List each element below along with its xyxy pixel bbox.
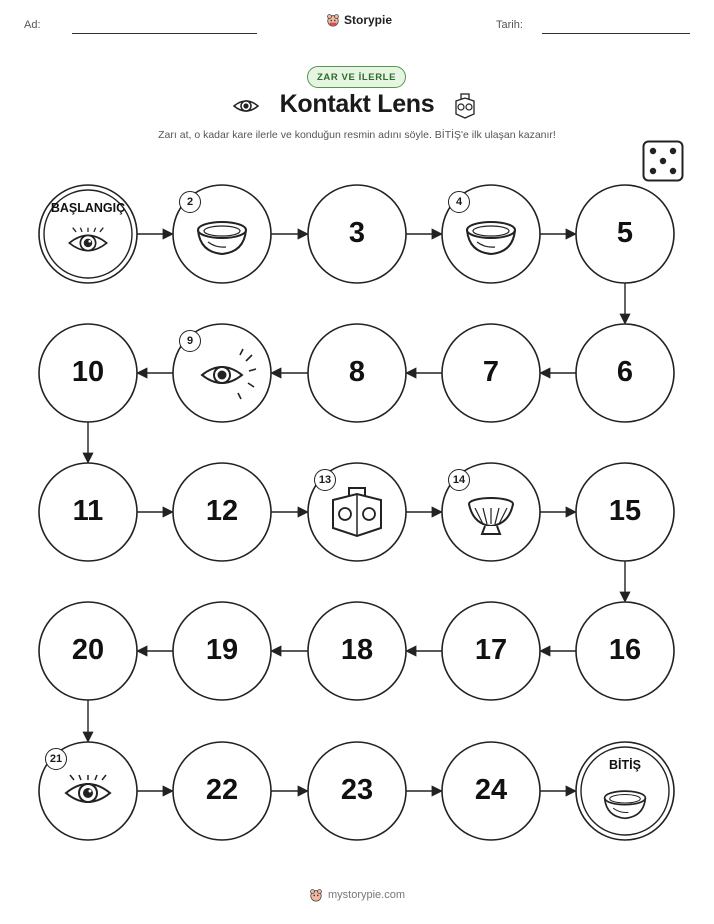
cell-number-badge: 21: [45, 748, 67, 770]
storypie-logo-icon: [309, 888, 323, 902]
cell-number: 11: [72, 495, 104, 527]
name-label: Ad:: [24, 19, 41, 31]
cell-number: 20: [71, 634, 105, 666]
cell-number: 22: [205, 774, 239, 806]
cell-number: 18: [340, 634, 374, 666]
cell-number: 24: [474, 774, 508, 806]
board-cell-1[interactable]: [39, 185, 137, 283]
game-type-badge: ZAR VE İLERLE: [307, 66, 406, 88]
cell-number-badge: 4: [448, 191, 470, 213]
cell-number-badge: 2: [179, 191, 201, 213]
cell-number: 15: [608, 495, 642, 527]
eye-icon: [66, 775, 110, 802]
cell-number: 10: [71, 356, 105, 388]
cell-number-badge: 14: [448, 469, 470, 491]
start-label: BAŞLANGIÇ: [50, 201, 126, 215]
cell-number-badge: 13: [314, 469, 336, 491]
cell-number: 16: [608, 634, 642, 666]
eye-icon: [69, 228, 106, 251]
footer-url: mystorypie.com: [327, 889, 406, 901]
date-label: Tarih:: [496, 19, 523, 31]
footer: [0, 888, 714, 902]
cell-number: 7: [482, 356, 500, 388]
instructions: Zarı at, o kadar kare ilerle ve konduğun resmin adını söyle. BİTİŞ'e ilk ulaşan kazanır!: [158, 129, 556, 141]
cell-number-badge: 9: [179, 330, 201, 352]
cell-number: 3: [348, 217, 366, 249]
brand-name: Storypie: [344, 13, 393, 27]
cell-number: 5: [616, 217, 634, 249]
cell-number: 19: [205, 634, 239, 666]
cell-number: 23: [340, 774, 374, 806]
page-title: Kontakt Lens: [279, 90, 435, 118]
cell-number: 12: [205, 495, 239, 527]
cell-number: 6: [616, 356, 634, 388]
cell-number: 17: [474, 634, 508, 666]
cell-number: 8: [348, 356, 366, 388]
finish-label: BİTİŞ: [609, 758, 641, 772]
